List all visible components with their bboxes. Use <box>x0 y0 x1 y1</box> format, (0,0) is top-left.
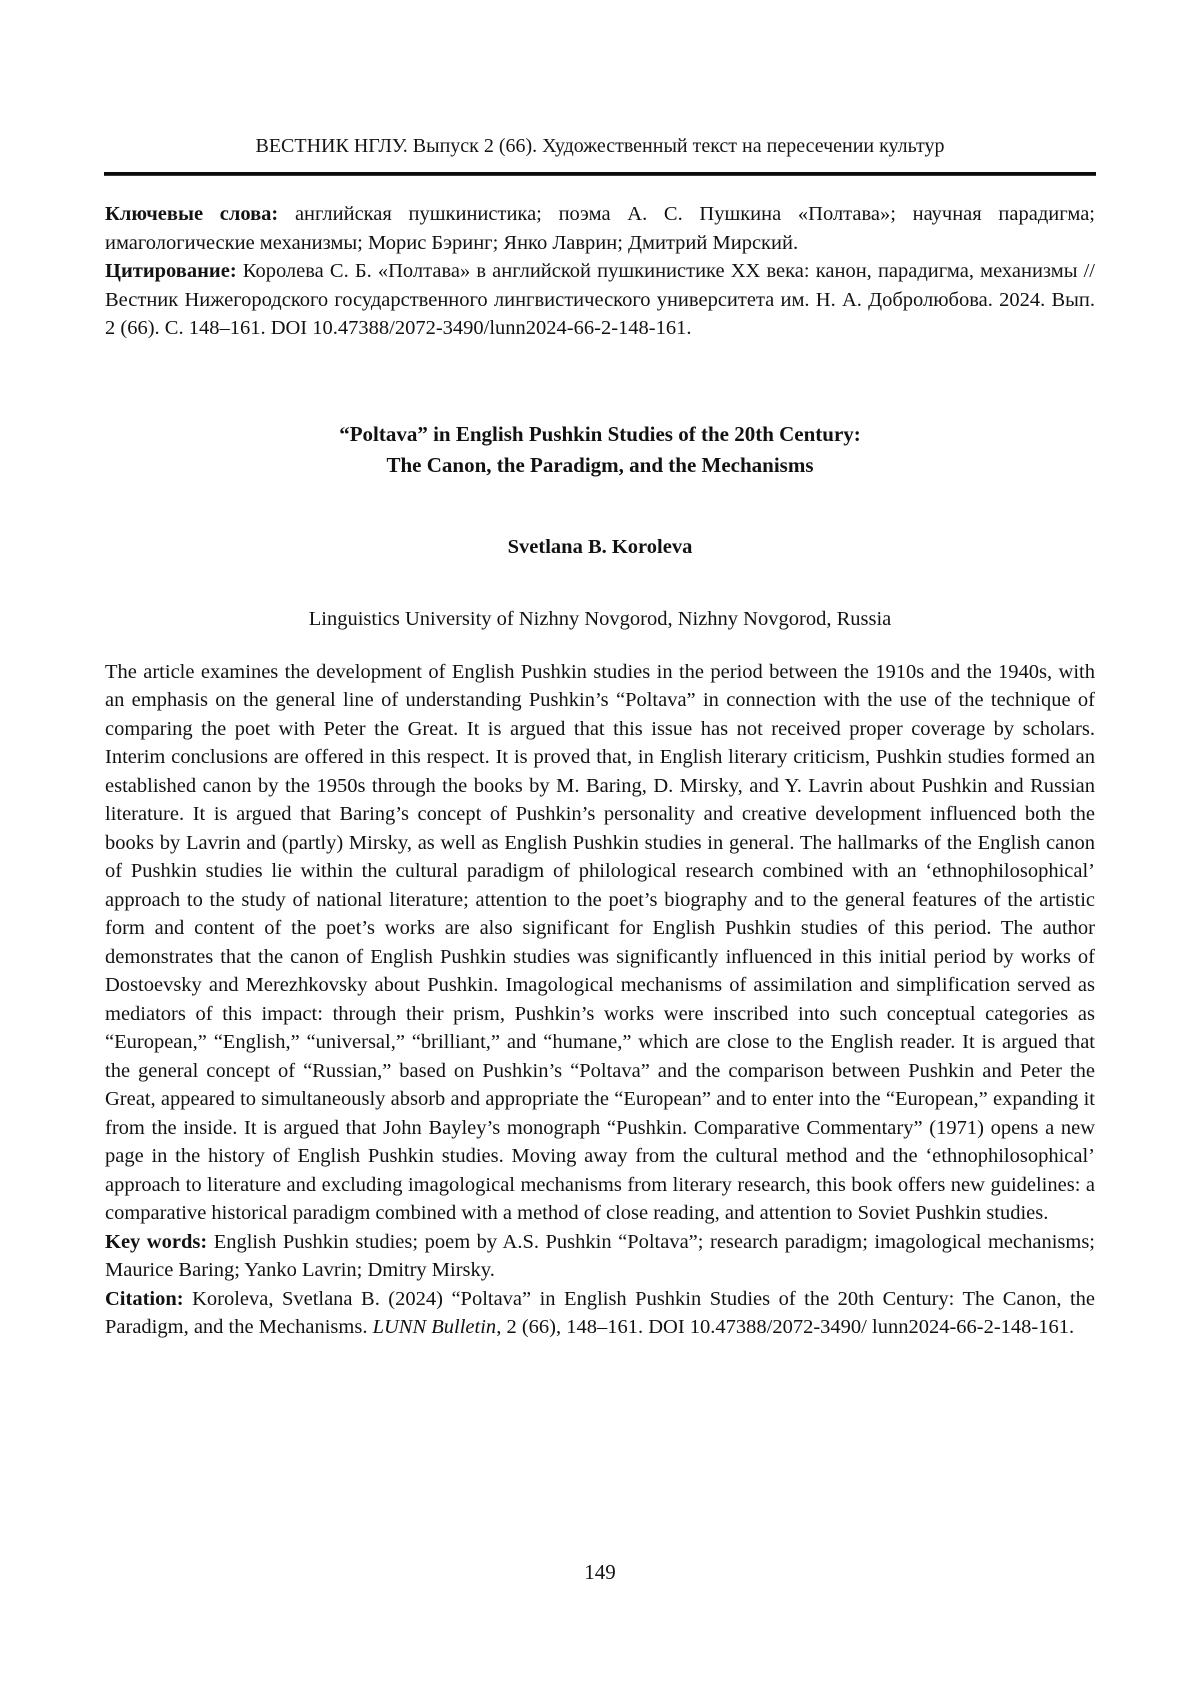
keywords-ru-paragraph <box>105 200 1095 257</box>
citation-en-label: Citation: <box>105 1287 184 1310</box>
abstract-block <box>105 658 1095 1342</box>
page-number: 149 <box>584 1560 616 1584</box>
abstract-paragraph: The article examines the development of English Pushkin studies in the period between the 1910s and the 1940s, with an emphasis on the general line of understanding Pushkin’s “Poltava” in connection with the use of the technique of comparing the poet with Peter the Great. It is argued that this issue has not received proper coverage by scholars. Interim conclusions are offered in this respect. It is proved that, in English literary criticism, Pushkin studies formed an established canon by the 1950s through the books by M. Baring, D. Mirsky, and Y. Lavrin about Pushkin and Russian literature. It is argued that Baring’s concept of Pushkin’s personality and creative development influenced both the books by Lavrin and (partly) Mirsky, as well as English Pushkin studies in general. The hallmarks of the English canon of Pushkin studies lie within the cultural paradigm of philological research combined with an ‘ethnophilosophical’ approach to the study of national literature; attention to the poet’s biography and to the general features of the artistic form and content of the poet’s works are also significant for English Pushkin studies of this period. The author demonstrates that the canon of English Pushkin studies was significantly influenced in this initial period by works of Dostoevsky and Merezhkovsky about Pushkin. Imagological mechanisms of assimilation and simplification served as mediators of this impact: through their prism, Pushkin’s works were inscribed into such conceptual categories as “European,” “English,” “universal,” “brilliant,” and “humane,” which are close to the English reader. It is argued that the general concept of “Russian,” based on Pushkin’s “Poltava” and the comparison between Pushkin and Peter the Great, appeared to simultaneously absorb and appropriate the “European” and to enter into the “European,” expanding it from the inside. It is argued that John Bayley’s monograph “Pushkin. Comparative Commentary” (1971) opens a new page in the history of English Pushkin studies. Moving away from the cultural method and the ‘ethnophilosophical’ approach to literature and excluding imagological mechanisms from literary research, this book offers new guidelines: a comparative historical paradigm combined with a method of close reading, and attention to Soviet Pushkin studies. <box>105 660 1095 1224</box>
russian-metadata-block <box>105 200 1095 343</box>
running-header: ВЕСТНИК НГЛУ. Выпуск 2 (66). Художественный текст на пересечении культур <box>255 135 945 157</box>
keywords-en-label: Key words: <box>105 1230 208 1253</box>
keywords-en-text: English Pushkin studies; poem by A.S. Pushkin “Poltava”; research paradigm; imagological mechanisms; Maurice Baring; Yanko Lavrin; Dmitry Mirsky. <box>105 1230 1095 1281</box>
page-content <box>105 200 1095 1342</box>
header-rule <box>104 172 1096 176</box>
keywords-ru-text: английская пушкинистика; поэма А. С. Пушкина «Полтава»; научная парадигма; имагологические механизмы; Морис Бэринг; Янко Лаврин; Дмитрий Мирский. <box>105 203 1095 254</box>
citation-en-text-post: , 2 (66), 148–161. DOI 10.47388/2072-3490/ lunn2024-66-2-148-161. <box>496 1316 1075 1338</box>
article-title-line1: “Poltava” in English Pushkin Studies of the 20th Century: <box>339 421 861 446</box>
keywords-ru-label: Ключевые слова: <box>105 203 279 225</box>
citation-en-text-pre: Koroleva, Svetlana B. (2024) “Poltava” in English Pushkin Studies of the 20th Century: The Canon, the Paradigm, and the Mechanisms. <box>105 1287 1095 1338</box>
citation-ru-text: Королева С. Б. «Полтава» в английской пушкинистике XX века: канон, парадигма, механизмы // Вестник Нижегородского государственного лингвистического университета им. Н. А. Добролюбова. 2024. Вып. 2 (66). С. 148–161. DOI 10.47388/2072-3490/lunn2024-66-2-148-161. <box>105 260 1095 339</box>
author-affiliation: Linguistics University of Nizhny Novgorod, Nizhny Novgorod, Russia <box>308 608 892 630</box>
citation-en-paragraph <box>105 1285 1095 1342</box>
article-title <box>105 419 1095 481</box>
citation-ru-paragraph <box>105 257 1095 343</box>
citation-ru-label: Цитирование: <box>105 260 237 282</box>
citation-journal-name: LUNN Bulletin <box>372 1316 497 1338</box>
keywords-en-paragraph <box>105 1228 1095 1285</box>
article-title-line2: The Canon, the Paradigm, and the Mechanisms <box>386 452 814 477</box>
author-name: Svetlana B. Koroleva <box>507 535 693 558</box>
